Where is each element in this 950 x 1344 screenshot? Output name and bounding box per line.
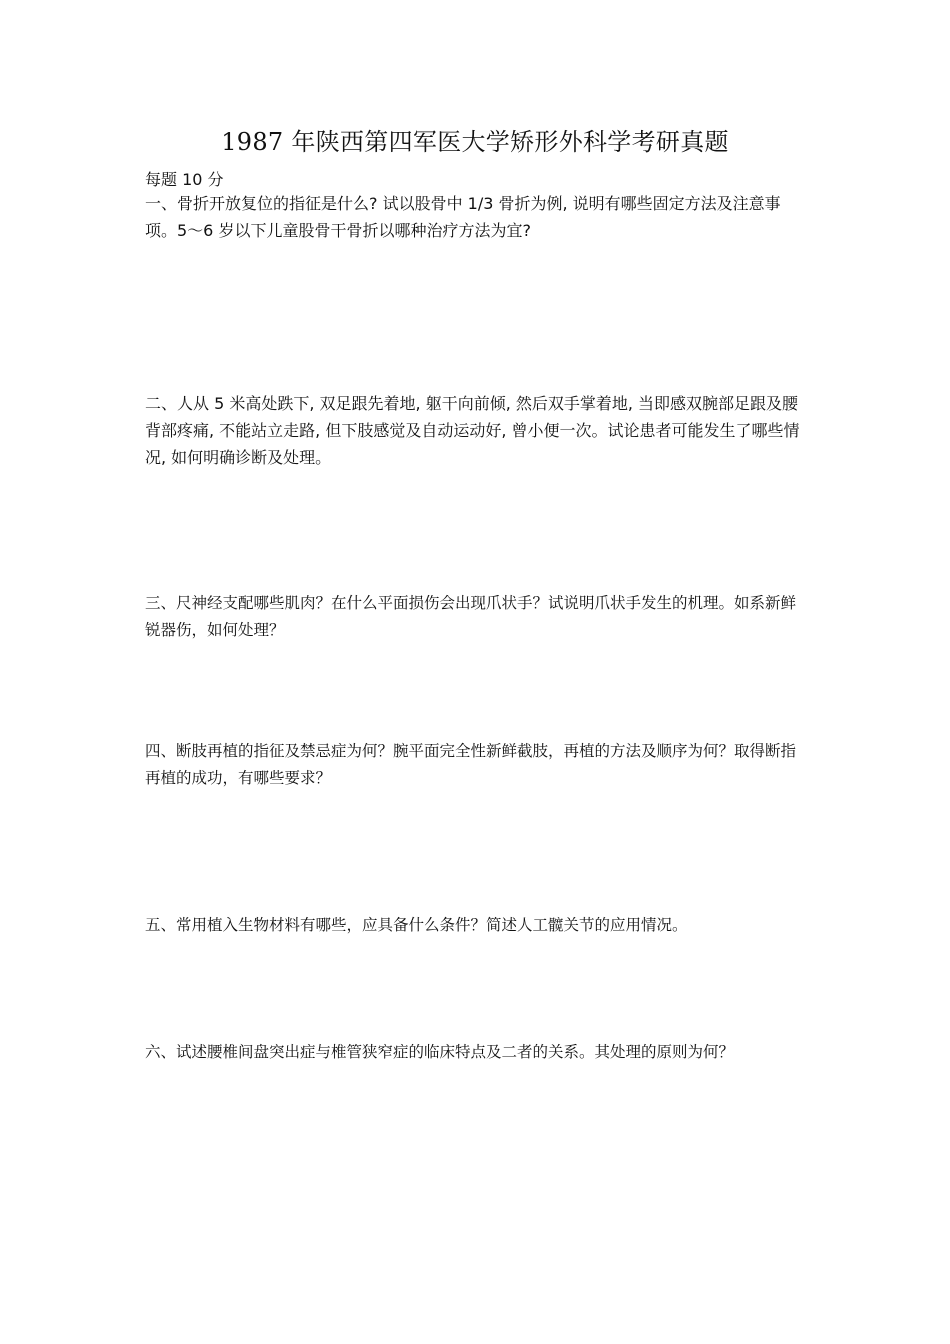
question-1: 一、骨折开放复位的指征是什么? 试以股骨中 1/3 骨折为例, 说明有哪些固定方法及注意事项。5～6 岁以下儿童股骨干骨折以哪种治疗方法为宜? xyxy=(145,194,781,240)
score-note: 每题 10 分 xyxy=(145,170,224,189)
question-6: 六、试述腰椎间盘突出症与椎管狭窄症的临床特点及二者的关系。其处理的原则为何？ xyxy=(145,1043,735,1061)
question-5: 五、常用植入生物材料有哪些，应具备什么条件？简述人工髋关节的应用情况。 xyxy=(145,916,688,934)
question-2: 二、人从 5 米高处跌下, 双足跟先着地, 躯干向前倾, 然后双手掌着地, 当即感双腕部足跟及腰背部疼痛, 不能站立走路, 但下肢感觉及自动运动好, 曾小便一次。试论患者可能发生了哪些情况, 如何明确诊断及处理。 xyxy=(145,394,800,467)
question-4: 四、断肢再植的指征及禁忌症为何？腕平面完全性新鲜截肢，再植的方法及顺序为何？取得断指再植的成功，有哪些要求？ xyxy=(145,742,797,787)
question-3: 三、尺神经支配哪些肌肉？在什么平面损伤会出现爪状手？试说明爪状手发生的机理。如系新鲜锐器伤，如何处理？ xyxy=(145,594,797,639)
page-title: 1987 年陕西第四军医大学矫形外科学考研真题 xyxy=(221,128,729,156)
